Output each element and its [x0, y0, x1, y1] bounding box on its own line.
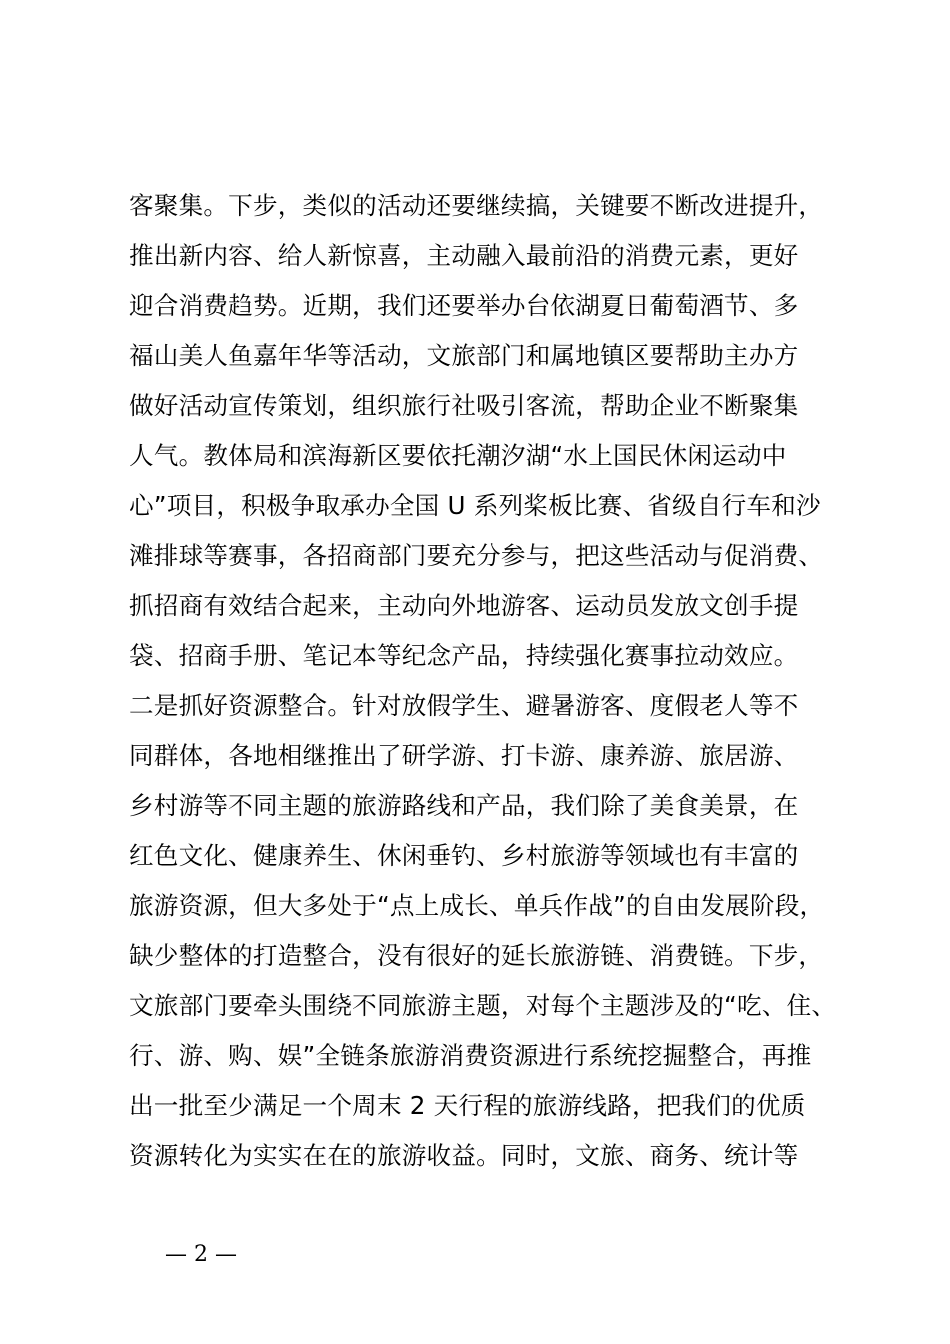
body-text-line: 旅游资源，但大多处于“点上成长、单兵作战”的自由发展阶段，: [129, 891, 825, 920]
body-text-line: 迎合消费趋势。近期，我们还要举办台依湖夏日葡萄酒节、多: [129, 291, 799, 320]
body-text-line: 滩排球等赛事，各招商部门要充分参与，把这些活动与促消费、: [129, 541, 824, 570]
body-text-line: 缺少整体的打造整合，没有很好的延长旅游链、消费链。下步，: [129, 941, 824, 970]
body-text-line: 抓招商有效结合起来，主动向外地游客、运动员发放文创手提: [129, 591, 799, 620]
page-number: — 2 —: [165, 1242, 237, 1267]
body-text-line: 袋、招商手册、笔记本等纪念产品，持续强化赛事拉动效应。: [129, 641, 799, 670]
body-text-line: 出一批至少满足一个周末 2 天行程的旅游线路，把我们的优质: [129, 1091, 806, 1120]
body-text-line: 人气。教体局和滨海新区要依托潮汐湖“水上国民休闲运动中: [129, 441, 787, 470]
body-text-line: 二是抓好资源整合。针对放假学生、避暑游客、度假老人等不: [129, 691, 799, 720]
body-text-line: 推出新内容、给人新惊喜，主动融入最前沿的消费元素，更好: [129, 241, 799, 270]
body-text-line: 同群体，各地相继推出了研学游、打卡游、康养游、旅居游、: [129, 741, 799, 770]
body-text-line: 行、游、购、娱”全链条旅游消费资源进行系统挖掘整合，再推: [129, 1041, 812, 1070]
body-text-line: 乡村游等不同主题的旅游路线和产品，我们除了美食美景，在: [129, 791, 799, 820]
body-text-line: 资源转化为实实在在的旅游收益。同时，文旅、商务、统计等: [129, 1141, 799, 1170]
body-text-line: 文旅部门要牵头围绕不同旅游主题，对每个主题涉及的“吃、住、: [129, 991, 837, 1020]
body-text-line: 心”项目，积极争取承办全国 U 系列桨板比赛、省级自行车和沙: [129, 491, 821, 520]
body-text-line: 客聚集。下步，类似的活动还要继续搞，关键要不断改进提升，: [129, 191, 824, 220]
body-text-line: 做好活动宣传策划，组织旅行社吸引客流，帮助企业不断聚集: [129, 391, 799, 420]
body-text-line: 福山美人鱼嘉年华等活动，文旅部门和属地镇区要帮助主办方: [129, 341, 799, 370]
body-text-line: 红色文化、健康养生、休闲垂钓、乡村旅游等领域也有丰富的: [129, 841, 799, 870]
